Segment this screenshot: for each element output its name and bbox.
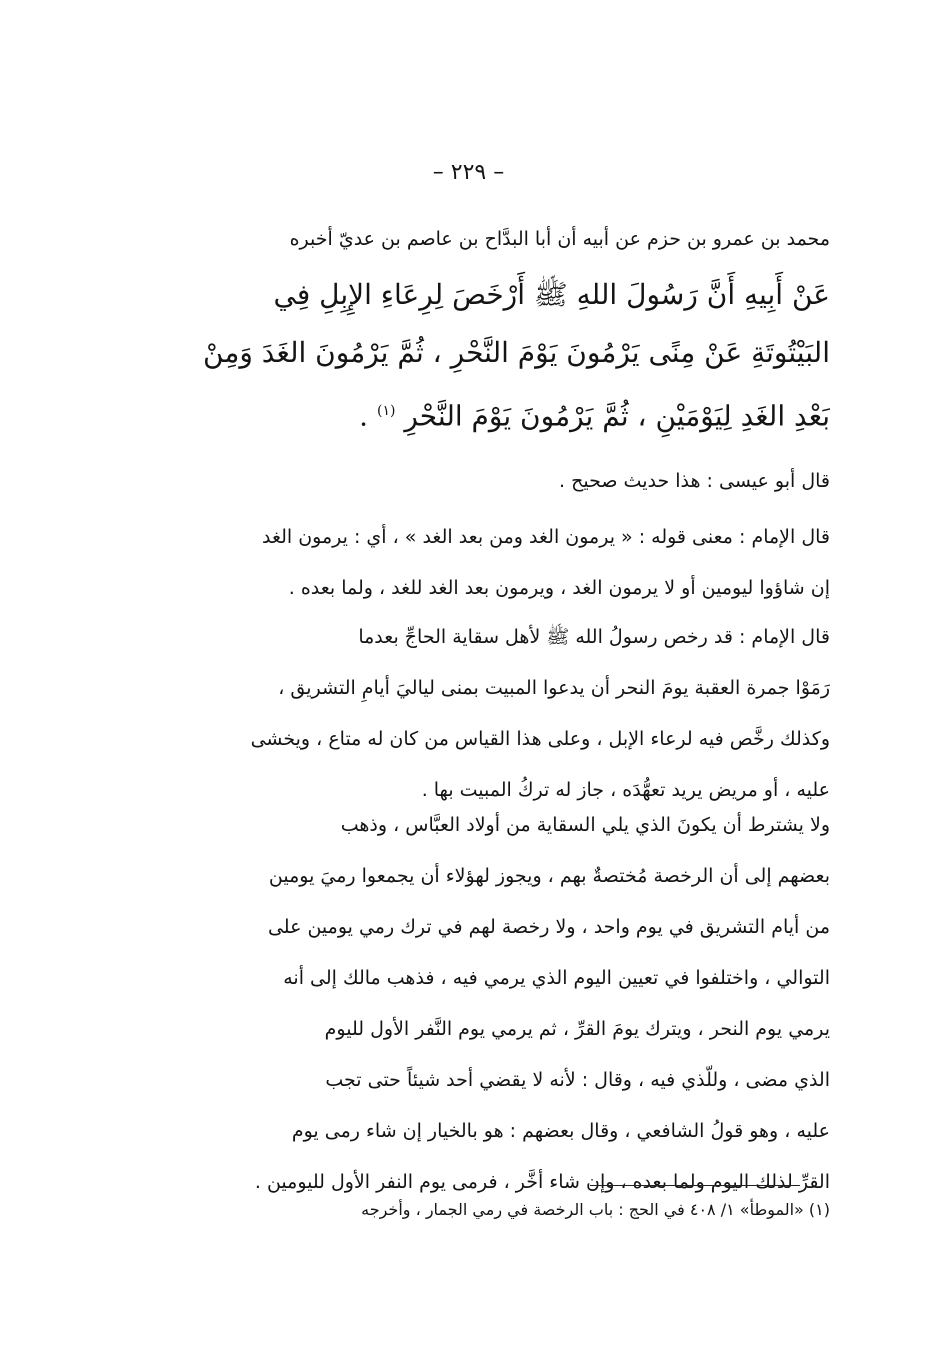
footnote: (١) «الموطأ» ١/ ٤٠٨ في الحج : باب الرخصة في رمي الجمار ، وأخرجه bbox=[361, 1200, 830, 1219]
paragraph-line: إن شاؤوا ليومين أو لا يرمون الغد ، ويرمون بعد الغد للغد ، ولما بعده . bbox=[288, 577, 830, 599]
paragraph-imam-rukhsa bbox=[150, 612, 830, 816]
paragraph-line: وكذلك رخَّص فيه لرعاء الإبل ، وعلى هذا القياس من كان له متاع ، ويخشى bbox=[250, 728, 830, 750]
hadith-line: عَنْ أَبِيهِ أَنَّ رَسُولَ اللهِ ﷺ أَرْخَصَ لِرِعَاءِ الإِبِلِ فِي bbox=[273, 278, 830, 311]
hadith-line-text: بَعْدِ الغَدِ لِيَوْمَيْنِ ، ثُمَّ يَرْمُونَ يَوْمَ النَّحْرِ bbox=[404, 399, 830, 433]
hadith-chain-line: محمد بن عمرو بن حزم عن أبيه أن أبا البدَّاح بن عاصم بن عديّ أخبره bbox=[289, 228, 830, 250]
paragraph-line: ولا يشترط أن يكونَ الذي يلي السقاية من أولاد العبَّاس ، وذهب bbox=[340, 814, 830, 836]
paragraph-line: الذي مضى ، وللّذي فيه ، وقال : لأنه لا يقضي أحد شيئاً حتى تجب bbox=[325, 1069, 830, 1091]
paragraph-line: من أيام التشريق في يوم واحد ، ولا رخصة لهم في ترك رمي يومين على bbox=[267, 916, 830, 938]
paragraph-line: قال أبو عيسى : هذا حديث صحيح . bbox=[559, 470, 830, 492]
footnote-divider bbox=[590, 1185, 800, 1186]
footnote-marker: (١) bbox=[376, 403, 396, 419]
paragraph-line: عليه ، وهو قولُ الشافعي ، وقال بعضهم : هو بالخيار إن شاء رمى يوم bbox=[291, 1120, 830, 1142]
paragraph-abu-isa bbox=[150, 456, 830, 507]
hadith-chain bbox=[150, 214, 830, 264]
paragraph-line: قال الإمام : قد رخص رسولُ الله ﷺ لأهل سقاية الحاجِّ بعدما bbox=[358, 626, 830, 648]
paragraph-siqaya bbox=[150, 800, 830, 1208]
paragraph-imam-meaning bbox=[150, 512, 830, 614]
hadith-text bbox=[150, 266, 830, 445]
hadith-line: البَيْتُوتَةِ عَنْ مِنًى يَرْمُونَ يَوْمَ النَّحْرِ ، ثُمَّ يَرْمُونَ الغَدَ وَمِنْ bbox=[203, 336, 830, 369]
paragraph-line: التوالي ، واختلفوا في تعيين اليوم الذي يرمي فيه ، فذهب مالك إلى أنه bbox=[283, 967, 830, 989]
paragraph-line: قال الإمام : معنى قوله : « يرمون الغد ومن بعد الغد » ، أي : يرمون الغد bbox=[261, 526, 830, 548]
hadith-end: . bbox=[359, 399, 377, 433]
paragraph-line: رَمَوْا جمرة العقبة يومَ النحر أن يدعوا المبيت بمنى لياليَ أيامِ التشريق ، bbox=[278, 677, 830, 699]
paragraph-line: بعضهم إلى أن الرخصة مُختصةٌ بهم ، ويجوز لهؤلاء أن يجمعوا رميَ يومين bbox=[268, 865, 830, 887]
hadith-line bbox=[150, 382, 830, 445]
paragraph-line: يرمي يوم النحر ، ويترك يومَ القرِّ ، ثم يرمي يوم النَّفر الأول لليوم bbox=[324, 1018, 830, 1040]
page-number: – ٢٢٩ – bbox=[432, 160, 505, 185]
paragraph-line: عليه ، أو مريض يريد تعهُّدَه ، جاز له تركُ المبيت بها . bbox=[421, 779, 830, 801]
paragraph-line: القرِّ لذلك اليوم ولما بعده ، وإن شاء أخَّر ، فرمى يوم النفر الأول لليومين . bbox=[254, 1171, 830, 1193]
